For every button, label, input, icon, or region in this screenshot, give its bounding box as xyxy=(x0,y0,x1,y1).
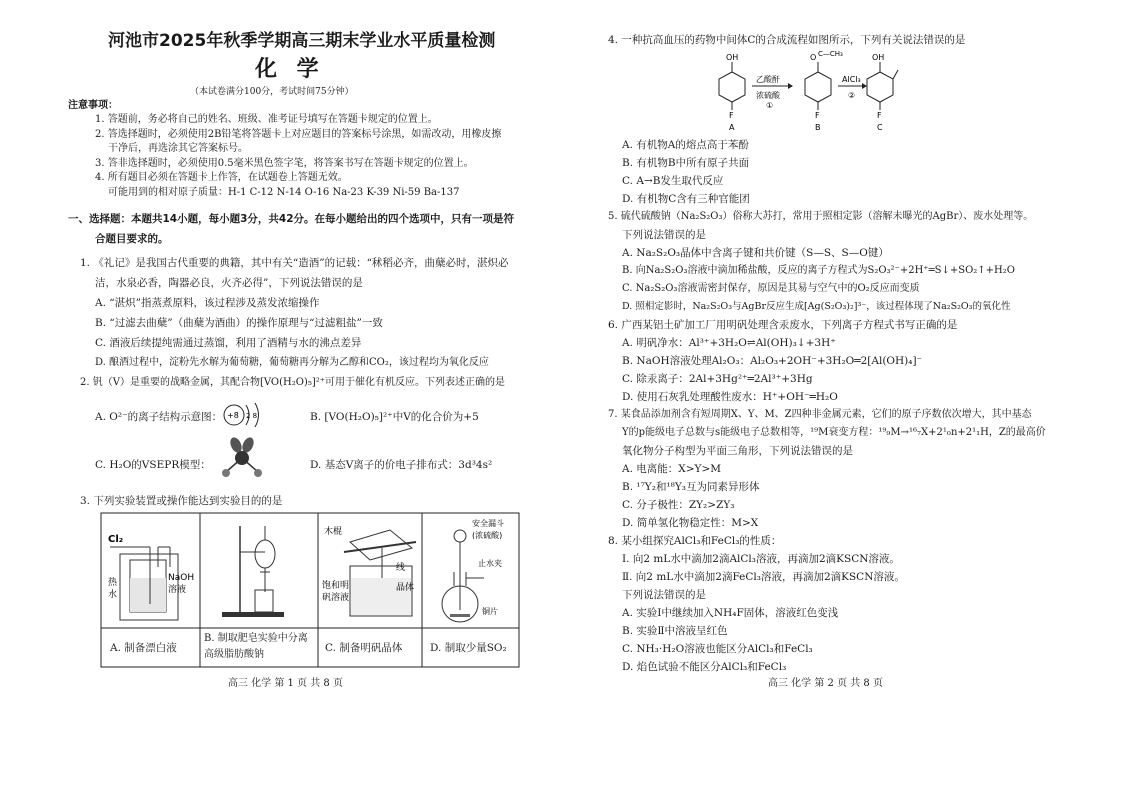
label-naoh: NaOH xyxy=(168,573,195,583)
label-crystal: 晶体 xyxy=(396,583,415,593)
q7-stem-cont2: 氧化物分子构型为平面三角形，下列说法错误的是 xyxy=(622,445,853,457)
q5-stem-cont: 下列说法错误的是 xyxy=(622,229,706,241)
q7-option-b[interactable]: B. ¹⁷Y₂和¹⁸Y₃互为同素异形体 xyxy=(622,481,760,493)
notice-line: 4. 所有题目必须在答题卡上作答，在试题卷上答题无效。 xyxy=(95,172,348,183)
notice-line: 干净后，再选涂其它答案标号。 xyxy=(108,143,248,154)
label-solution: 溶液 xyxy=(168,585,187,595)
ion-shell-label: 2 8 xyxy=(246,412,258,420)
svg-text:F: F xyxy=(815,111,820,120)
q2-stem: 2. 钒（V）是重要的战略金属，其配合物[VO(H₂O)₅]²⁺可用于催化有机反应。下列表述正确的是 xyxy=(80,377,506,388)
q8-experiment-2: Ⅱ. 向2 mL水中滴加2滴FeCl₃溶液，再滴加2滴KSCN溶液。 xyxy=(622,571,905,583)
apparatus-d-figure xyxy=(442,518,504,622)
apparatus-c-figure xyxy=(322,525,416,616)
label-alum-solution: 矾溶液 xyxy=(322,593,350,603)
label-conc-sulfuric: (浓硫酸) xyxy=(472,531,503,540)
label-saturated-alum: 饱和明 xyxy=(322,581,350,591)
step-1: ① xyxy=(766,101,774,110)
svg-text:OH: OH xyxy=(872,53,885,62)
q1-stem-cont: 洁，水泉必香，陶器必良，火齐必得”，下列说法错误的是 xyxy=(95,277,363,289)
q4-option-b[interactable]: B. 有机物B中所有原子共面 xyxy=(622,157,750,169)
label-copper: 铜片 xyxy=(482,607,498,616)
q1-stem: 1. 《礼记》是我国古代重要的典籍，其中有关“造酒”的记载：“秫稻必齐，曲蘖必时，湛炽必 xyxy=(80,257,509,269)
apparatus-b-figure xyxy=(222,526,284,617)
q8-stem: 8. 某小组探究AlCl₃和FeCl₃的性质： xyxy=(608,535,782,547)
q1-option-a[interactable]: A. “湛炽”指蒸煮原料，该过程涉及蒸发浓缩操作 xyxy=(95,297,320,309)
notice-line: 2. 答选择题时，必须使用2B铅笔将答题卡上对应题目的答案标号涂黑，如需改动，用橡皮擦 xyxy=(95,129,502,140)
q6-option-a[interactable]: A. 明矾净水：Al³⁺+3H₂O⇌Al(OH)₃↓+3H⁺ xyxy=(622,337,836,349)
svg-text:F: F xyxy=(877,111,882,120)
label-wood-stick: 木棍 xyxy=(324,527,343,537)
step-2: ② xyxy=(848,91,856,100)
label-b: B xyxy=(815,123,821,132)
molecule-b xyxy=(805,50,843,132)
q5-option-d[interactable]: D. 照相定影时，Na₂S₂O₃与AgBr反应生成[Ag(S₂O₃)₂]³⁻，该过程体现了Na₂S₂O₃的氧化性 xyxy=(622,301,1011,312)
svg-text:O: O xyxy=(810,53,817,62)
exam-title: 河池市2025年秋季学期高三期末学业水平质量检测 xyxy=(108,31,496,51)
q1-option-b[interactable]: B. “过滤去曲蘖”（曲蘖为酒曲）的操作原理与“过滤粗盐”一致 xyxy=(95,317,383,329)
label-clamp: 止水夹 xyxy=(478,559,502,568)
q8-option-c[interactable]: C. NH₃·H₂O溶液也能区分AlCl₃和FeCl₃ xyxy=(622,643,813,655)
q5-option-b[interactable]: B. 向Na₂S₂O₃溶液中滴加稀盐酸，反应的离子方程式为S₂O₃²⁻+2H⁺═S↓+SO₂↑+H₂O xyxy=(622,265,1015,276)
q3-option-b[interactable]: B. 制取肥皂实验中分离 xyxy=(204,633,308,644)
synthesis-scheme xyxy=(700,50,900,132)
q2-option-c[interactable]: C. H₂O的VSEPR模型： xyxy=(95,459,211,471)
q7-stem-cont: Y的p能级电子总数与s能级电子总数相等，¹⁹M衰变方程：¹⁹₉M→¹⁶₇X+2¹₀n+2¹₁H，Z的最高价 xyxy=(622,427,1046,438)
notice-title: 注意事项： xyxy=(68,100,118,111)
apparatus-a-figure xyxy=(108,534,194,620)
q2-option-a[interactable]: A. O²⁻的离子结构示意图： xyxy=(95,411,223,423)
q8-stem-cont: 下列说法错误的是 xyxy=(622,589,706,601)
q8-option-d[interactable]: D. 焰色试验不能区分AlCl₃和FeCl₃ xyxy=(622,661,787,673)
q1-option-d[interactable]: D. 酿酒过程中，淀粉先水解为葡萄糖，葡萄糖再分解为乙醇和CO₂，该过程均为氧化反应 xyxy=(95,357,489,368)
section-1-heading: 一、选择题：本题共14小题，每小题3分，共42分。在每小题给出的四个选项中，只有一项是符 xyxy=(68,213,515,225)
oxide-ion-diagram xyxy=(222,400,272,430)
q5-option-c[interactable]: C. Na₂S₂O₃溶液需密封保存，原因是其易与空气中的O₂反应而变质 xyxy=(622,283,920,294)
reagent-conc-sulfuric: 浓硫酸 xyxy=(756,91,780,100)
svg-text:C—CH₃: C—CH₃ xyxy=(818,50,843,58)
q4-option-a[interactable]: A. 有机物A的熔点高于苯酚 xyxy=(622,139,749,151)
molecule-c xyxy=(867,53,898,132)
page-2 xyxy=(560,0,1123,794)
q7-option-c[interactable]: C. 分子极性：ZY₂>ZY₃ xyxy=(622,499,735,511)
q5-stem: 5. 硫代硫酸钠（Na₂S₂O₃）俗称大苏打，常用于照相定影（溶解未曝光的AgBr）、废水处理等。 xyxy=(608,211,1034,222)
q2-option-d[interactable]: D. 基态V离子的价电子排布式：3d³4s² xyxy=(310,459,493,471)
reagent-acetic-anhydride: 乙酸酐 xyxy=(756,75,780,84)
label-c: C xyxy=(877,123,883,132)
page-2-footer: 高三 化学 第 2 页 共 8 页 xyxy=(768,678,883,689)
page-1-footer: 高三 化学 第 1 页 共 8 页 xyxy=(228,678,343,689)
exam-info: （本试卷满分100分，考试时间75分钟） xyxy=(190,87,354,97)
q4-stem: 4. 一种抗高血压的药物中间体C的合成流程如图所示，下列有关说法错误的是 xyxy=(608,34,966,46)
q4-option-c[interactable]: C. A→B发生取代反应 xyxy=(622,175,724,187)
water-vsepr-model xyxy=(216,436,268,482)
q8-option-a[interactable]: A. 实验Ⅰ中继续加入NH₄F固体，溶液红色变浅 xyxy=(622,607,839,619)
q3-option-b-cont[interactable]: 高级脂肪酸钠 xyxy=(204,649,264,660)
q2-option-b[interactable]: B. [VO(H₂O)₅]²⁺中V的化合价为+5 xyxy=(310,411,479,423)
svg-text:F: F xyxy=(729,111,734,120)
q1-option-c[interactable]: C. 酒液后续提纯需通过蒸馏，利用了酒精与水的沸点差异 xyxy=(95,337,362,349)
section-1-heading-cont: 合题目要求的。 xyxy=(95,233,169,245)
q8-option-b[interactable]: B. 实验Ⅱ中溶液呈红色 xyxy=(622,625,728,637)
q7-option-d[interactable]: D. 简单氢化物稳定性：M>X xyxy=(622,517,759,529)
q6-stem: 6. 广西某铝土矿加工厂用明矾处理含汞废水，下列离子方程式书写正确的是 xyxy=(608,319,958,331)
notice-line: 3. 答非选择题时，必须使用0.5毫米黑色签字笔，将答案书写在答题卡规定的位置上。 xyxy=(95,158,474,169)
label-cl2: Cl₂ xyxy=(108,534,124,545)
q6-option-b[interactable]: B. NaOH溶液处理Al₂O₃：Al₂O₃+2OH⁻+3H₂O═2[Al(OH)₄]⁻ xyxy=(622,355,923,367)
notice-line: 1. 答题前，务必将自己的姓名、班级、准考证号填写在答题卡规定的位置上。 xyxy=(95,114,438,125)
q4-option-d[interactable]: D. 有机物C含有三种官能团 xyxy=(622,193,750,205)
label-water: 水 xyxy=(108,590,118,600)
molecule-a xyxy=(719,53,745,132)
q7-option-a[interactable]: A. 电离能：X>Y>M xyxy=(622,463,722,475)
reagent-alcl3: AlCl₃ xyxy=(842,75,861,84)
q6-option-d[interactable]: D. 使用石灰乳处理酸性废水：H⁺+OH⁻═H₂O xyxy=(622,391,838,403)
label-safety-funnel: 安全漏斗 xyxy=(472,519,504,528)
svg-text:OH: OH xyxy=(726,53,739,62)
label-a: A xyxy=(729,123,735,132)
q8-experiment-1: Ⅰ. 向2 mL水中滴加2滴AlCl₃溶液，再滴加2滴KSCN溶液。 xyxy=(622,553,900,565)
q3-stem: 3. 下列实验装置或操作能达到实验目的的是 xyxy=(80,495,283,507)
q5-option-a[interactable]: A. Na₂S₂O₃晶体中含离子键和共价键（S—S、S—O键） xyxy=(622,247,889,259)
label-hot: 热 xyxy=(108,578,118,588)
q3-option-a[interactable]: A. 制备漂白液 xyxy=(110,642,177,654)
ion-nucleus-label: +8 xyxy=(227,411,239,420)
q3-option-c[interactable]: C. 制备明矾晶体 xyxy=(325,642,403,654)
subject-title: 化 学 xyxy=(255,57,325,82)
q6-option-c[interactable]: C. 除汞离子：2Al+3Hg²⁺═2Al³⁺+3Hg xyxy=(622,373,813,385)
q3-option-d[interactable]: D. 制取少量SO₂ xyxy=(430,642,507,654)
page-1 xyxy=(0,0,560,794)
q7-stem: 7. 某食品添加剂含有短周期X、Y、M、Z四种非金属元素，它们的原子序数依次增大，其中基态 xyxy=(608,409,1032,420)
label-thread: 线 xyxy=(396,563,406,573)
notice-line: 可能用到的相对原子质量：H-1 C-12 N-14 O-16 Na-23 K-39 Ni-59 Ba-137 xyxy=(108,187,460,198)
